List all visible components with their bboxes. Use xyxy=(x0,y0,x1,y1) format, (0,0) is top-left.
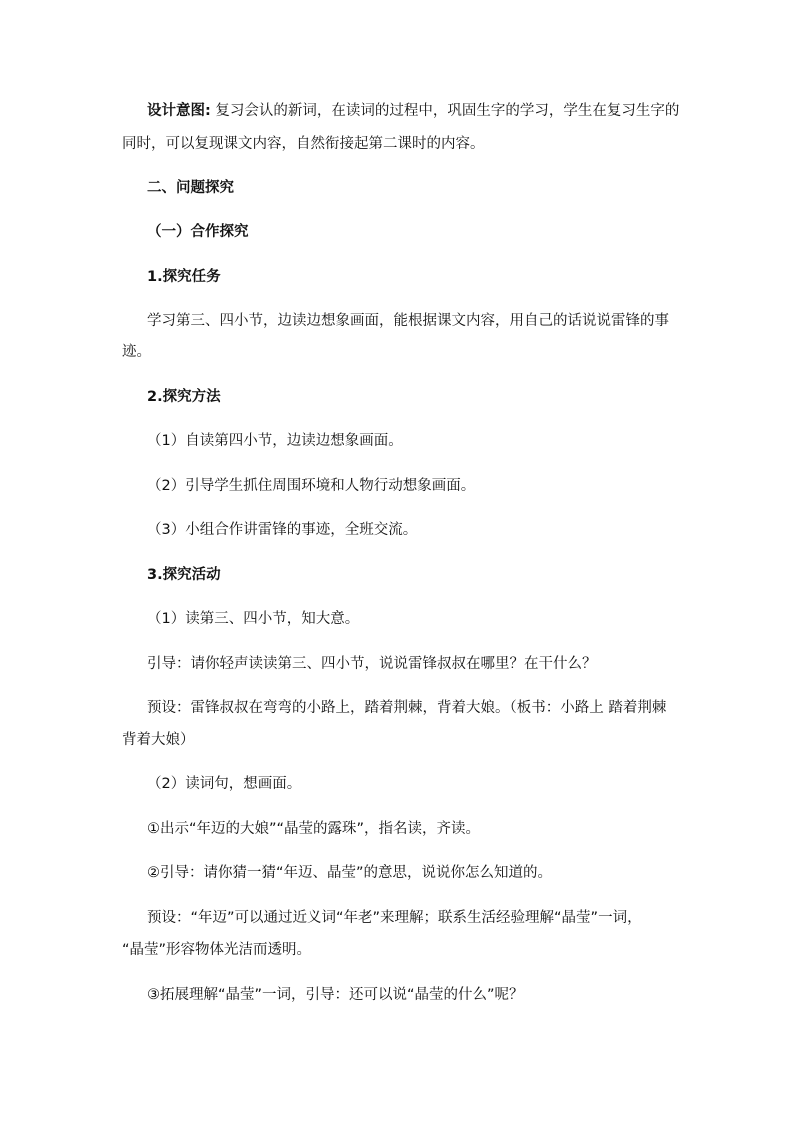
step-item: ①出示“年迈的大娘”“晶莹的露珠”，指名读，齐读。 xyxy=(147,821,481,837)
activity-item: （2）读词句，想画面。 xyxy=(147,776,302,792)
design-intent-text: 复习会认的新词，在读词的过程中，巩固生字的学习，学生在复习生字的 xyxy=(210,103,680,119)
preset-2-line-1: 预设：“年迈”可以通过近义词“年老”来理解；联系生活经验理解“晶莹”一词， xyxy=(147,910,642,926)
subsection-heading: （一）合作探究 xyxy=(147,224,249,240)
design-intent-line-2: 同时，可以复现课文内容，自然衔接起第二课时的内容。 xyxy=(122,136,485,152)
item-heading-activity: 3.探究活动 xyxy=(147,567,221,583)
task-text-line-1: 学习第三、四小节，边读边想象画面，能根据课文内容，用自己的话说说雷锋的事 xyxy=(147,313,669,329)
step-item: ②引导：请你猜一猜“年迈、晶莹”的意思，说说你怎么知道的。 xyxy=(147,865,553,881)
method-item: （3）小组合作讲雷锋的事迹，全班交流。 xyxy=(147,522,418,538)
task-text-line-2: 迹。 xyxy=(122,344,151,360)
method-item: （1）自读第四小节，边读边想象画面。 xyxy=(147,433,403,449)
design-intent-label: 设计意图: xyxy=(147,103,211,119)
item-heading-task: 1.探究任务 xyxy=(147,269,221,285)
step-item: ③拓展理解“晶莹”一词，引导：还可以说“晶莹的什么”呢？ xyxy=(147,987,524,1003)
section-heading: 二、问题探究 xyxy=(147,180,234,196)
method-item: （2）引导学生抓住周围环境和人物行动想象画面。 xyxy=(147,478,476,494)
guide-text: 引导：请你轻声读读第三、四小节，说说雷锋叔叔在哪里？在干什么？ xyxy=(147,656,597,672)
preset-line-2: 背着大娘） xyxy=(122,732,195,748)
preset-line-1: 预设：雷锋叔叔在弯弯的小路上，踏着荆棘，背着大娘。（板书：小路上 踏着荆棘 xyxy=(147,700,667,716)
preset-2-line-2: “晶莹”形容物体光洁而透明。 xyxy=(122,942,312,958)
design-intent-line-1 xyxy=(147,101,679,121)
item-heading-method: 2.探究方法 xyxy=(147,389,221,405)
activity-item: （1）读第三、四小节，知大意。 xyxy=(147,611,360,627)
